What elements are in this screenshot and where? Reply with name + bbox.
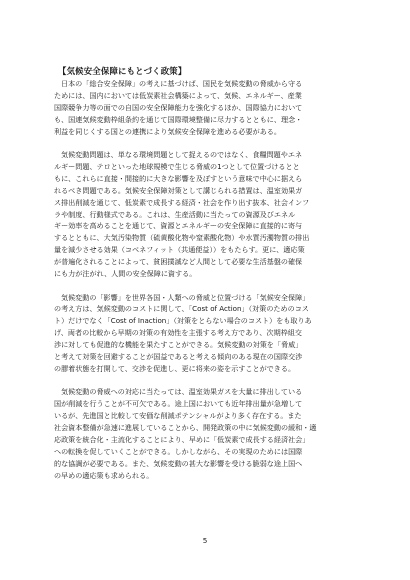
section-heading: 【気候安全保障にもとづく政策】 [58, 66, 187, 76]
text-line: 社会資本整備が急速に進展していることから、開発政策の中に気候変動の緩和・適 [54, 423, 317, 433]
paragraph-3 [54, 292, 358, 375]
text-line: が普遍化されることによって、貧困撲滅など人間として必要な生活基盤の確保 [54, 257, 303, 267]
text-line: 気候変動の脅威への対応に当たっては、温室効果ガスを大量に排出している [61, 387, 303, 397]
text-line: 日本の「総合安全保障」の考えに基づけば、国民を気候変動の脅威から守る [61, 79, 303, 88]
text-line: の膠着状態を打開して、交渉を促進し、更に将来の姿を示すことができる。 [54, 363, 296, 373]
text-line: 量を減少させる効果（コベネフィット（共通便益））をもたらす。更に、適応策 [54, 245, 305, 255]
paragraph-2 [54, 149, 358, 280]
text-line: ラや制度、行動様式である。これは、生産活動に当たっての資源及びエネル [54, 209, 296, 219]
body-text [54, 78, 358, 482]
text-line: への転換を促していくことができる。しかしながら、その実現のためには国際 [54, 446, 303, 456]
text-line: ス排出削減を通じて、低炭素で成長する経済・社会を作り出す抜本、社会インフ [54, 197, 310, 207]
text-line: 気候変動の「影響」を世界各国・人類への脅威と位置づける「気候安全保障」 [61, 292, 310, 302]
paragraph-gap [54, 138, 358, 150]
text-line: げ、両者の比較から早期の対策の有効性を主張する考え方であり、次期枠組交 [54, 328, 302, 338]
text-line: の早めの適応策も求められる。 [54, 470, 154, 480]
text-line: もに、これらに直接・間接的に大きな影響を及ぼすという意味で中心に据えら [54, 173, 303, 183]
text-line: いるが、先進国と比較して安価な削減ポテンシャルがより多く存在する。また [54, 411, 302, 421]
text-line: ルギー問題、テロといった地球規模で生じる脅威の1つとして位置づけるとと [54, 161, 300, 171]
text-line: 的な協調が必要である。また、気候変動の甚大な影響を受ける脆弱な途上国へ [54, 458, 303, 468]
text-line: 国が削減を行うことが不可欠である。途上国においても近年排出量が急増して [54, 399, 303, 409]
text-line: するとともに、大気汚染物質（硫黄酸化物や窒素酸化物）や水質汚濁物質の排出 [54, 233, 310, 243]
text-line: 渉に対しても促進的な機能を果たすことができる。気候変動の対策を「脅威」 [54, 340, 303, 350]
paragraph-1 [54, 78, 358, 138]
text-line: ためには、国内においては低炭素社会構築によって、気候、エネルギー、産業 [54, 90, 302, 100]
text-line: と考えて対策を回避することが国益であると考える傾向のある現在の国際交渉 [54, 352, 303, 362]
text-line: ギー効率を高めることを通じて、資源とエネルギーの安全保障に直接的に寄与 [54, 221, 303, 231]
paragraph-gap [54, 375, 358, 387]
text-line: 国際競争力等の面での自国の安全保障能力を強化するほか、国際協力において [54, 102, 303, 112]
text-line: 利益を同じくする国との連携により気候安全保障を進める必要がある。 [54, 126, 281, 136]
paragraph-4 [54, 386, 358, 481]
text-line: れるべき問題である。気候安全保障対策として講じられる措置は、温室効果ガ [54, 185, 303, 195]
text-line: 応政策を統合化・主流化することにより、早めに「低炭素で成長する経済社会」 [54, 434, 310, 444]
text-line: 気候変動問題は、単なる環境問題として捉えるのではなく、食糧問題やエネ [61, 150, 303, 160]
text-line: の考え方は、気候変動のコストに関して、「Cost of Action」（対策のためのコス [54, 304, 309, 314]
page-number: 5 [202, 536, 208, 545]
text-line: ト）だけでなく「Cost of Inaction」（対策をとらない場合のコスト）をも取りあ [54, 316, 312, 326]
text-line: にも力が注がれ、人間の安全保障に資する。 [54, 269, 197, 279]
paragraph-gap [54, 280, 358, 292]
text-line: も、国連気候変動枠組条約を通じて国際環境整備に尽力するとともに、理念・ [54, 114, 303, 124]
